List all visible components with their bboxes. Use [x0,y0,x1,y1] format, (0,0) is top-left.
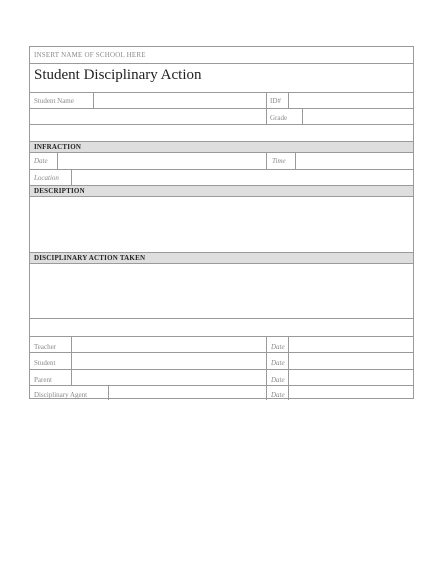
signature-date-field[interactable] [288,353,413,369]
signature-date-field[interactable] [288,337,413,352]
student-name-row [30,92,413,108]
spacer-row-2 [30,318,413,336]
signature-date-label-cell [266,337,288,352]
action-header-text: DISCIPLINARY ACTION TAKEN [34,254,146,262]
id-label-cell [266,93,288,108]
school-name-row [30,47,413,63]
grade-label-cell [266,109,302,124]
disciplinary-form [29,46,414,399]
signature-field[interactable] [71,370,266,385]
time-label-cell [266,153,295,169]
school-name-placeholder[interactable]: INSERT NAME OF SCHOOL HERE [34,51,146,59]
infraction-date-label: Date [34,157,48,165]
signature-field[interactable] [71,337,266,352]
signature-row-student [30,352,413,369]
infraction-location-label: Location [34,174,59,182]
signature-date-label: Date [271,343,285,351]
infraction-time-field[interactable] [295,153,413,169]
signature-date-label-cell [266,370,288,385]
infraction-time-label: Time [272,157,286,165]
signature-field[interactable] [108,386,266,400]
grade-row [30,108,413,124]
signature-row-parent [30,369,413,385]
signature-date-label: Date [271,376,285,384]
action-header [30,252,413,263]
infraction-header-text: INFRACTION [34,143,82,151]
signature-label: Teacher [34,343,57,351]
description-header-text: DESCRIPTION [34,187,85,195]
signature-date-label-cell [266,386,288,400]
signature-date-field[interactable] [288,370,413,385]
grade-field[interactable] [302,109,413,124]
infraction-header [30,141,413,152]
signature-label: Student [34,359,56,367]
id-field[interactable] [288,93,413,108]
student-name-label: Student Name [34,97,74,105]
title-row [30,63,413,92]
infraction-location-row [30,169,413,185]
signature-field[interactable] [71,353,266,369]
infraction-date-row [30,152,413,169]
form-title: Student Disciplinary Action [34,67,202,83]
infraction-date-field[interactable] [57,153,266,169]
signature-date-label-cell [266,353,288,369]
signature-row-teacher [30,336,413,352]
signature-label: Disciplinary Agent [34,391,88,399]
infraction-location-field[interactable] [71,170,413,185]
student-name-field[interactable] [93,93,266,108]
description-header [30,185,413,196]
grade-label: Grade [270,114,288,122]
spacer-row [30,124,413,141]
signature-date-label: Date [271,391,285,399]
id-label: ID# [270,97,281,105]
description-area[interactable] [30,196,413,252]
action-area[interactable] [30,263,413,318]
signature-row-agent [30,385,413,400]
signature-label: Parent [34,376,52,384]
signature-date-label: Date [271,359,285,367]
signature-date-field[interactable] [288,386,413,400]
